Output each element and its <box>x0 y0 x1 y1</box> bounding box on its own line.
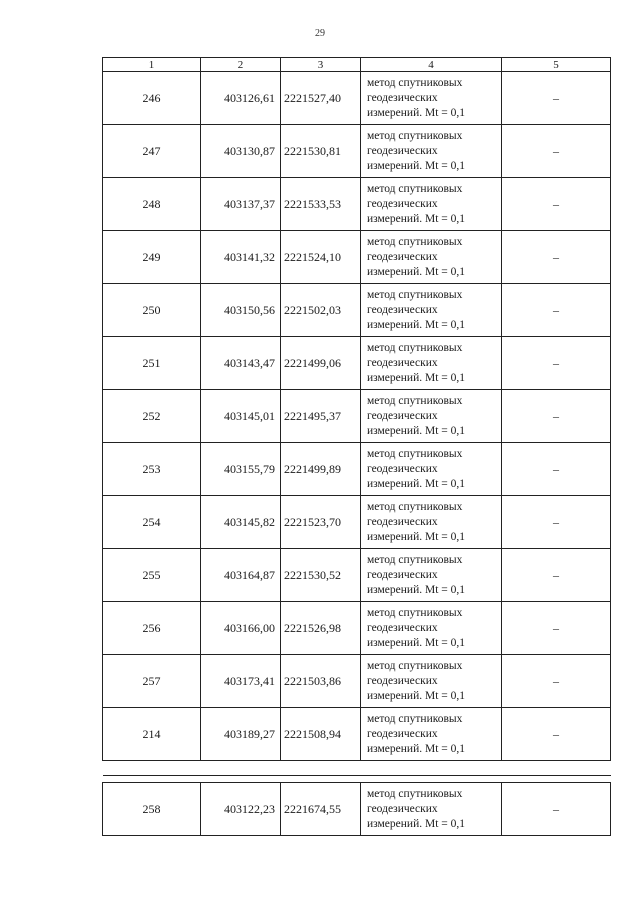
method-line-2: геодезических <box>367 356 438 369</box>
gap-cell <box>103 761 611 776</box>
method-line-1: метод спутниковых <box>367 500 463 513</box>
coord-y: 2221502,03 <box>281 284 361 337</box>
method-line-2: геодезических <box>367 250 438 263</box>
coord-y: 2221533,53 <box>281 178 361 231</box>
coord-x: 403164,87 <box>201 549 281 602</box>
col-5-value: – <box>502 708 611 761</box>
method-description <box>361 231 502 284</box>
method-line-3: измерений. Mt = 0,1 <box>367 817 466 830</box>
method-line-3: измерений. Mt = 0,1 <box>367 159 466 172</box>
coord-x: 403143,47 <box>201 337 281 390</box>
table-row <box>103 231 611 284</box>
method-line-1: метод спутниковых <box>367 659 463 672</box>
method-description <box>361 337 502 390</box>
coord-y: 2221530,52 <box>281 549 361 602</box>
method-line-1: метод спутниковых <box>367 606 463 619</box>
method-line-2: геодезических <box>367 144 438 157</box>
header-col-2: 2 <box>201 58 281 72</box>
method-line-2: геодезических <box>367 197 438 210</box>
method-line-2: геодезических <box>367 303 438 316</box>
header-col-3: 3 <box>281 58 361 72</box>
coord-x: 403130,87 <box>201 125 281 178</box>
point-number: 247 <box>103 125 201 178</box>
point-number: 252 <box>103 390 201 443</box>
header-col-5: 5 <box>502 58 611 72</box>
coord-x: 403141,32 <box>201 231 281 284</box>
table-row <box>103 783 611 836</box>
table-row <box>103 655 611 708</box>
table-body <box>103 72 611 836</box>
table-header-row <box>103 58 611 72</box>
method-line-2: геодезических <box>367 727 438 740</box>
method-line-3: измерений. Mt = 0,1 <box>367 212 466 225</box>
method-line-1: метод спутниковых <box>367 235 463 248</box>
col-5-value: – <box>502 443 611 496</box>
gap-cell <box>103 776 611 783</box>
table-row <box>103 125 611 178</box>
coord-y: 2221530,81 <box>281 125 361 178</box>
method-description <box>361 178 502 231</box>
table-row <box>103 390 611 443</box>
point-number: 248 <box>103 178 201 231</box>
coord-x: 403126,61 <box>201 72 281 125</box>
header-col-1: 1 <box>103 58 201 72</box>
coord-x: 403145,82 <box>201 496 281 549</box>
method-description <box>361 783 502 836</box>
table-row <box>103 496 611 549</box>
method-description <box>361 655 502 708</box>
coord-y: 2221527,40 <box>281 72 361 125</box>
method-line-3: измерений. Mt = 0,1 <box>367 689 466 702</box>
col-5-value: – <box>502 783 611 836</box>
method-line-2: геодезических <box>367 674 438 687</box>
point-number: 257 <box>103 655 201 708</box>
point-number: 258 <box>103 783 201 836</box>
method-line-2: геодезических <box>367 409 438 422</box>
coord-y: 2221499,89 <box>281 443 361 496</box>
table-row <box>103 337 611 390</box>
method-line-2: геодезических <box>367 621 438 634</box>
table-row <box>103 602 611 655</box>
method-line-2: геодезических <box>367 568 438 581</box>
coord-y: 2221523,70 <box>281 496 361 549</box>
method-line-1: метод спутниковых <box>367 553 463 566</box>
coord-x: 403137,37 <box>201 178 281 231</box>
method-line-1: метод спутниковых <box>367 394 463 407</box>
method-description <box>361 443 502 496</box>
method-description <box>361 72 502 125</box>
point-number: 251 <box>103 337 201 390</box>
coord-y: 2221503,86 <box>281 655 361 708</box>
method-line-3: измерений. Mt = 0,1 <box>367 583 466 596</box>
method-line-2: геодезических <box>367 91 438 104</box>
method-line-3: измерений. Mt = 0,1 <box>367 530 466 543</box>
method-line-1: метод спутниковых <box>367 787 463 800</box>
method-line-3: измерений. Mt = 0,1 <box>367 371 466 384</box>
method-line-1: метод спутниковых <box>367 712 463 725</box>
method-line-3: измерений. Mt = 0,1 <box>367 477 466 490</box>
method-line-1: метод спутниковых <box>367 76 463 89</box>
col-5-value: – <box>502 284 611 337</box>
table-row <box>103 549 611 602</box>
method-line-1: метод спутниковых <box>367 288 463 301</box>
method-line-3: измерений. Mt = 0,1 <box>367 318 466 331</box>
page-number: 29 <box>315 28 325 39</box>
method-line-3: измерений. Mt = 0,1 <box>367 106 466 119</box>
method-description <box>361 284 502 337</box>
method-line-1: метод спутниковых <box>367 341 463 354</box>
method-line-1: метод спутниковых <box>367 447 463 460</box>
method-line-1: метод спутниковых <box>367 182 463 195</box>
col-5-value: – <box>502 125 611 178</box>
page-break-gap <box>103 761 611 776</box>
col-5-value: – <box>502 72 611 125</box>
coord-y: 2221495,37 <box>281 390 361 443</box>
coord-y: 2221526,98 <box>281 602 361 655</box>
method-description <box>361 125 502 178</box>
point-number: 253 <box>103 443 201 496</box>
coord-x: 403155,79 <box>201 443 281 496</box>
coord-y: 2221508,94 <box>281 708 361 761</box>
method-line-3: измерений. Mt = 0,1 <box>367 742 466 755</box>
point-number: 250 <box>103 284 201 337</box>
col-5-value: – <box>502 655 611 708</box>
coord-y: 2221524,10 <box>281 231 361 284</box>
point-number: 249 <box>103 231 201 284</box>
header-col-4: 4 <box>361 58 502 72</box>
table-row <box>103 708 611 761</box>
col-5-value: – <box>502 602 611 655</box>
coord-y: 2221499,06 <box>281 337 361 390</box>
method-description <box>361 549 502 602</box>
point-number: 255 <box>103 549 201 602</box>
coordinates-table <box>102 57 611 836</box>
col-5-value: – <box>502 231 611 284</box>
point-number: 214 <box>103 708 201 761</box>
col-5-value: – <box>502 549 611 602</box>
method-description <box>361 708 502 761</box>
coord-x: 403166,00 <box>201 602 281 655</box>
method-line-3: измерений. Mt = 0,1 <box>367 636 466 649</box>
point-number: 246 <box>103 72 201 125</box>
method-line-2: геодезических <box>367 515 438 528</box>
coord-x: 403122,23 <box>201 783 281 836</box>
table-row <box>103 72 611 125</box>
method-line-2: геодезических <box>367 462 438 475</box>
coord-y: 2221674,55 <box>281 783 361 836</box>
method-description <box>361 602 502 655</box>
table-row <box>103 178 611 231</box>
table-row <box>103 284 611 337</box>
coord-x: 403150,56 <box>201 284 281 337</box>
page-break-gap <box>103 776 611 783</box>
method-line-1: метод спутниковых <box>367 129 463 142</box>
coord-x: 403173,41 <box>201 655 281 708</box>
coord-x: 403189,27 <box>201 708 281 761</box>
method-line-3: измерений. Mt = 0,1 <box>367 424 466 437</box>
table-row <box>103 443 611 496</box>
col-5-value: – <box>502 178 611 231</box>
coord-x: 403145,01 <box>201 390 281 443</box>
method-line-3: измерений. Mt = 0,1 <box>367 265 466 278</box>
point-number: 256 <box>103 602 201 655</box>
method-description <box>361 496 502 549</box>
method-description <box>361 390 502 443</box>
point-number: 254 <box>103 496 201 549</box>
method-line-2: геодезических <box>367 802 438 815</box>
col-5-value: – <box>502 390 611 443</box>
col-5-value: – <box>502 337 611 390</box>
col-5-value: – <box>502 496 611 549</box>
